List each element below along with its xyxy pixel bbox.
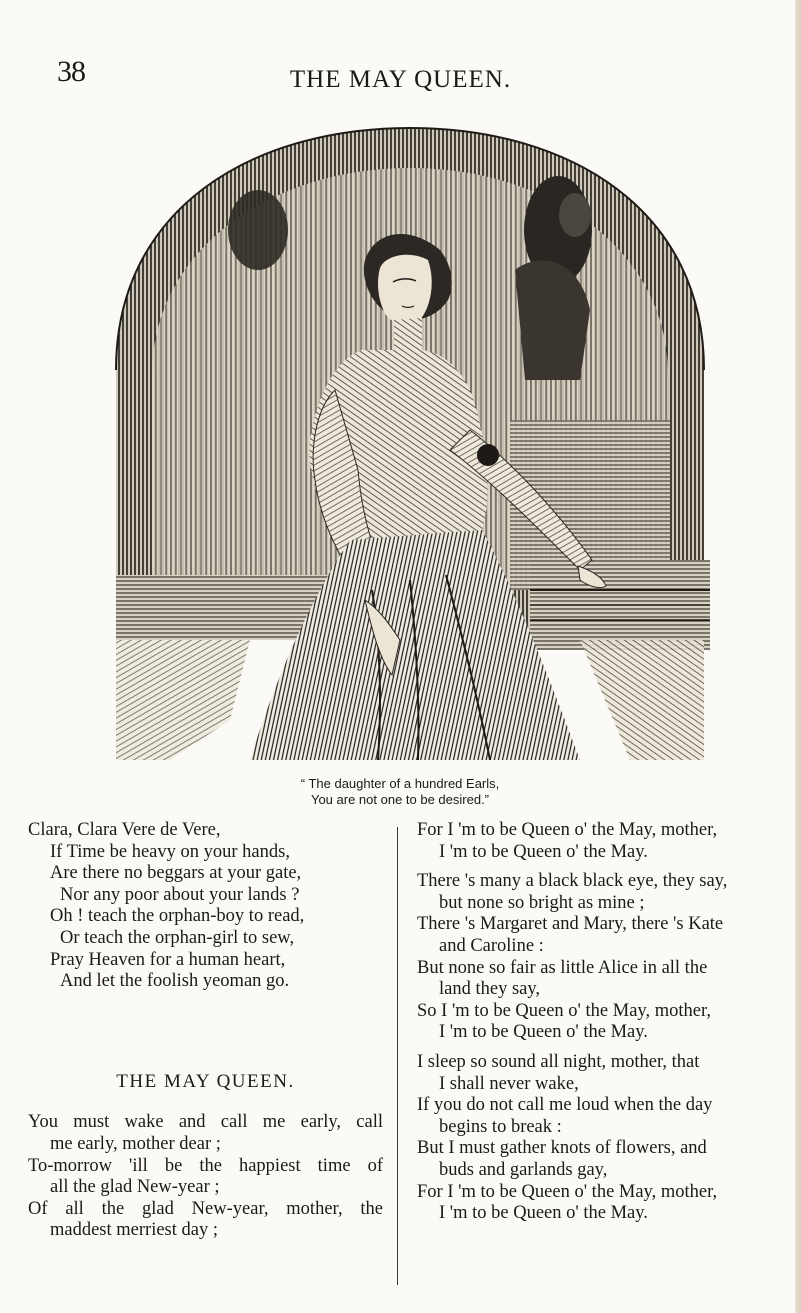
poem-line: all the glad New-year ; <box>50 1177 220 1198</box>
poem-line: There 's many a black black eye, they say, <box>417 871 728 892</box>
poem-line: I 'm to be Queen o' the May. <box>439 1203 648 1224</box>
poem-line: Clara, Clara Vere de Vere, <box>28 820 221 840</box>
poem-line: But none so fair as little Alice in all the <box>417 957 708 978</box>
poem-line: but none so bright as mine ; <box>439 892 645 913</box>
poem-line: Of all the glad New-year, mother, the <box>28 1198 383 1219</box>
illustration-caption-line: “ The daughter of a hundred Earls, <box>300 776 500 791</box>
page-edge-shadow <box>795 0 801 1313</box>
poem-line: I shall never wake, <box>439 1073 579 1094</box>
poem-line: Pray Heaven for a human heart, <box>50 949 286 970</box>
poem-line: Are there no beggars at your gate, <box>50 863 302 884</box>
poem-line: So I 'm to be Queen o' the May, mother, <box>417 1000 711 1021</box>
poem-line: I sleep so sound all night, mother, that <box>417 1051 700 1072</box>
poem-line: me early, mother dear ; <box>50 1133 221 1154</box>
poem-line: Nor any poor about your lands ? <box>60 884 300 905</box>
poem-line: You must wake and call me early, call <box>28 1112 383 1133</box>
poem-line: But I must gather knots of flowers, and <box>417 1138 707 1159</box>
poem-line: There 's Margaret and Mary, there 's Kate <box>417 914 724 935</box>
poem-line: And let the foolish yeoman go. <box>60 971 290 992</box>
poem-line: land they say, <box>439 979 541 1000</box>
poem-line: maddest merriest day ; <box>50 1220 218 1241</box>
poem-line: For I 'm to be Queen o' the May, mother, <box>417 1181 718 1202</box>
poem-line: To-morrow 'ill be the happiest time of <box>28 1155 383 1176</box>
poem-line: I 'm to be Queen o' the May. <box>439 841 648 862</box>
poem-line: Or teach the orphan-girl to sew, <box>60 927 295 948</box>
poem-line: For I 'm to be Queen o' the May, mother, <box>417 820 718 840</box>
poem-line: Oh ! teach the orphan-boy to read, <box>50 906 305 927</box>
illustration-caption-line: You are not one to be desired.” <box>310 792 490 807</box>
poem-line: and Caroline : <box>439 935 544 956</box>
poem-line: begins to break : <box>439 1116 562 1137</box>
poem-line: I 'm to be Queen o' the May. <box>439 1022 648 1043</box>
section-title: THE MAY QUEEN. <box>116 1070 295 1092</box>
column-divider <box>397 827 398 1285</box>
poem-line: If Time be heavy on your hands, <box>50 841 290 862</box>
page-number: 38 <box>57 55 85 88</box>
right-column <box>417 820 789 1225</box>
illustration-engraving <box>110 120 711 770</box>
poem-line: If you do not call me loud when the day <box>417 1095 713 1116</box>
running-head: THE MAY QUEEN. <box>289 66 512 93</box>
poem-line: buds and garlands gay, <box>439 1159 608 1180</box>
left-column <box>28 820 383 1242</box>
